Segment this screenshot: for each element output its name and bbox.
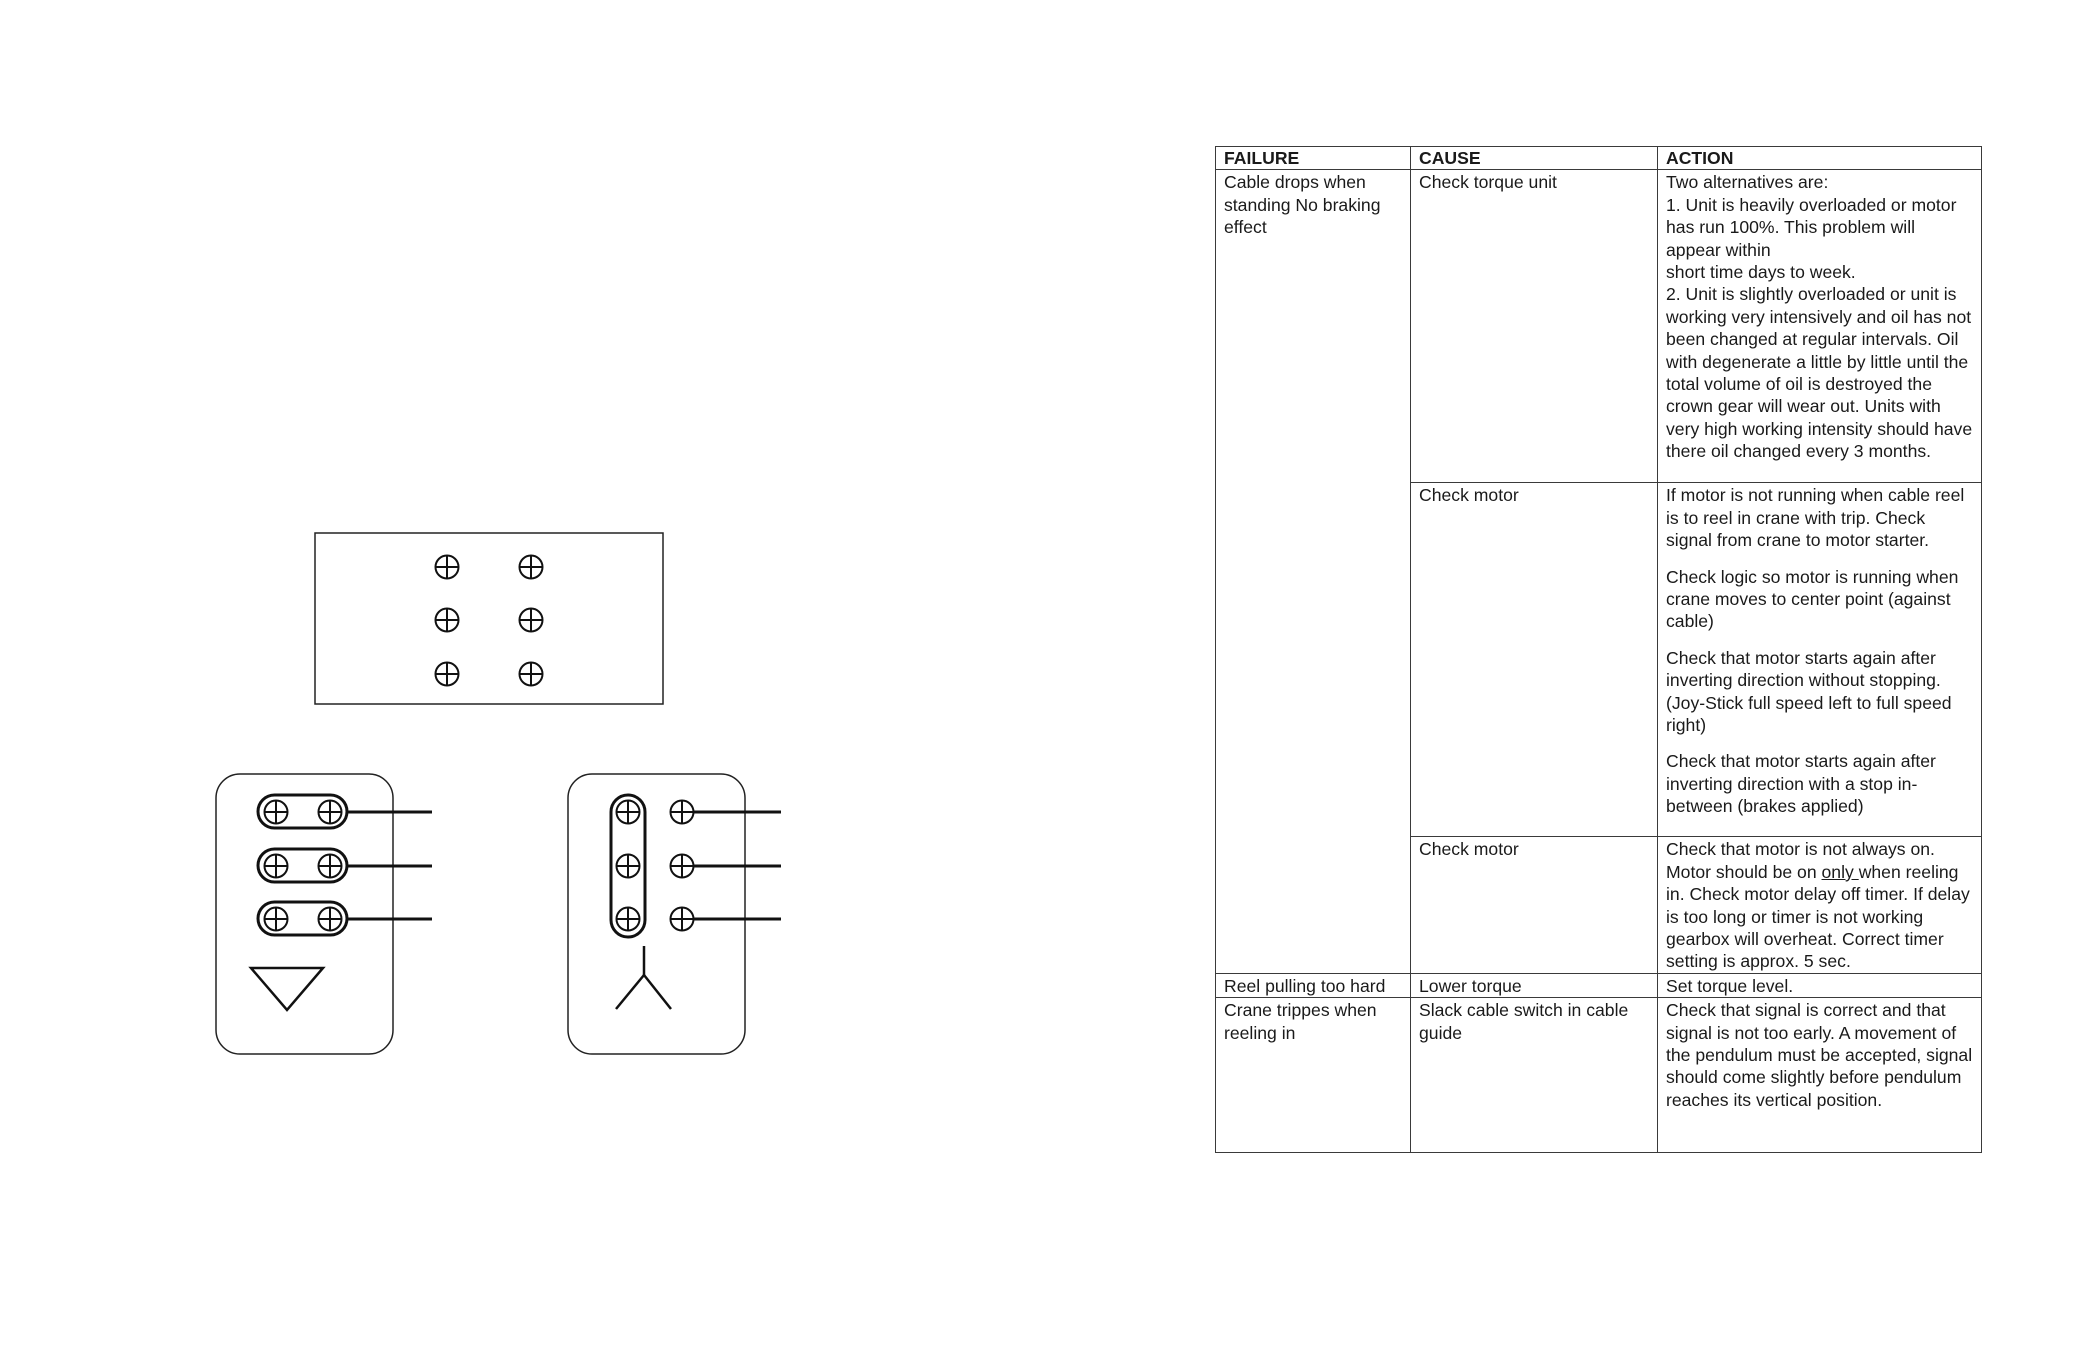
motor-wiring-diagram [0, 0, 900, 1346]
delta-symbol [251, 968, 323, 1010]
action-cell [1658, 483, 1982, 837]
action-text: Check that motor is not always on. Motor should be on [1666, 839, 1935, 882]
action-cell [1658, 170, 1982, 483]
terminal-icon [520, 663, 543, 686]
header-cause: CAUSE [1411, 147, 1658, 170]
action-line: 2. Unit is slightly overloaded or unit is working very intensively and oil has not been changed at regular intervals. Oil with degenerate a little by little until the total volume of oil is destroyed the crown gear will wear out. Units with very high working intensity should have there oil changed every 3 months. [1666, 284, 1973, 462]
header-failure: FAILURE [1216, 147, 1411, 170]
delta-connection-block [216, 774, 432, 1054]
terminal-icon [319, 855, 342, 878]
star-symbol [616, 946, 671, 1009]
star-connection-block [568, 774, 781, 1054]
action-paragraph: Check logic so motor is running when crane moves to center point (against cable) [1666, 566, 1959, 632]
failure-cell: Reel pulling too hard [1216, 973, 1411, 997]
terminal-icon [617, 908, 640, 931]
action-text: when reeling in. Check motor delay off timer. If delay is too long or timer is not working gearbox will overheat. Correct timer setting is approx. 5 sec. [1666, 861, 1970, 972]
terminal-icon [520, 609, 543, 632]
terminal-icon [617, 801, 640, 824]
terminal-icon [265, 855, 288, 878]
table-row [1216, 973, 1982, 997]
action-line: 1. Unit is heavily overloaded or motor has run 100%. This problem will appear within [1666, 194, 1957, 260]
action-cell: Check that signal is correct and that signal is not too early. A movement of the pendulum must be accepted, signal should come slightly before pendulum reaches its vertical position. [1658, 998, 1982, 1153]
terminal-icon [671, 801, 694, 824]
action-paragraph: Check that motor starts again after inverting direction without stopping. (Joy-Stick full speed left to full speed right) [1666, 647, 1952, 736]
terminal-icon [319, 908, 342, 931]
terminal-icon [436, 556, 459, 579]
table-row [1216, 998, 1982, 1153]
action-text-underlined: only [1821, 861, 1859, 882]
cause-cell: Lower torque [1411, 973, 1658, 997]
terminal-board [315, 533, 663, 704]
terminal-icon [520, 556, 543, 579]
cause-cell: Check torque unit [1411, 170, 1658, 483]
terminal-icon [265, 801, 288, 824]
failure-cell: Crane trippes when reeling in [1216, 998, 1411, 1153]
terminal-icon [319, 801, 342, 824]
terminal-icon [671, 855, 694, 878]
action-paragraph: If motor is not running when cable reel is to reel in crane with trip. Check signal from crane to motor starter. [1666, 485, 1965, 551]
cause-cell: Check motor [1411, 483, 1658, 837]
terminal-icon [436, 663, 459, 686]
terminal-icon [617, 855, 640, 878]
cause-cell: Check motor [1411, 837, 1658, 973]
table-header-row [1216, 147, 1982, 170]
terminal-icon [436, 609, 459, 632]
action-paragraph: Check that motor starts again after inverting direction with a stop in-between (brakes applied) [1666, 751, 1936, 817]
terminal-icon [265, 908, 288, 931]
action-cell: Set torque level. [1658, 973, 1982, 997]
troubleshooting-table [1215, 146, 1982, 1153]
action-line: short time days to week. [1666, 262, 1856, 283]
header-action: ACTION [1658, 147, 1982, 170]
table-row [1216, 170, 1982, 483]
terminal-icon [671, 908, 694, 931]
action-line: Two alternatives are: [1666, 172, 1829, 193]
action-cell [1658, 837, 1982, 973]
cause-cell: Slack cable switch in cable guide [1411, 998, 1658, 1153]
failure-cell: Cable drops when standing No braking effect [1216, 170, 1411, 973]
